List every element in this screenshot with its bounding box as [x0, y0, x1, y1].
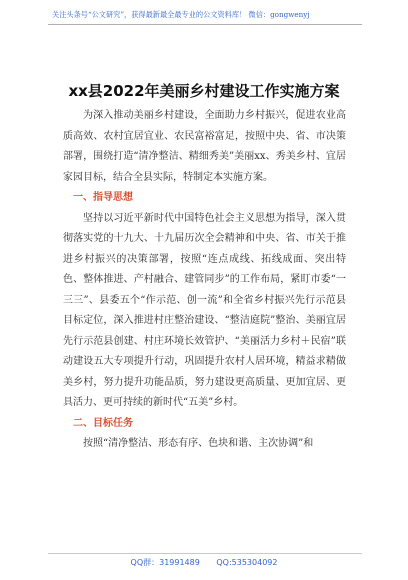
goals-paragraph: 按照“清净整洁、形态有序、色块和谐、主次协调”和 [83, 438, 314, 449]
section-heading-guiding-ideology: 一、指导思想 [73, 192, 133, 203]
header-divider [48, 24, 362, 25]
footer-qq-group: QQ群：31991489 [130, 558, 200, 567]
footer-contact [0, 557, 408, 568]
document-title: xx县2022年美丽乡村建设工作实施方案 [68, 82, 340, 100]
document-body [63, 106, 346, 455]
footer-qq-number: QQ:535304092 [216, 558, 278, 567]
guiding-ideology-paragraph: 坚持以习近平新时代中国特色社会主义思想为指导，深入贯彻落实党的十九大、十九届历次全会精神和中央、省、市关于推进乡村振兴的决策部署，按照“连点成线、拓线成面、突出特色、整体推进、产村融合、建管同步”的工作布局，紧盯市委“一三三”、县委五个“作示范、创一流”和全省乡村振兴先行示范县目标定位，深入推进村庄整治建设、“整洁庭院”整治、美丽宜居先行示范县创建、村庄环境长效管护、“美丽活力乡村＋民宿”联动建设五大专项提升行动，巩固提升农村人居环境，精益求精做美乡村，努力提升功能品质，努力建设更高质量、更加宜居、更具活力、更可持续的新时代“五美”乡村。 [63, 212, 346, 408]
footer-divider [48, 553, 362, 554]
intro-paragraph: 为深入推动美丽乡村建设，全面助力乡村振兴，促进农业高质高效、农村宜居宜业、农民富裕富足，按照中央、省、市决策部署，围绕打造“清净整洁、精细秀美”美丽xx、秀美乡村、宜居家园目标，结合全县实际，特制定本实施方案。 [63, 110, 346, 183]
header-notice: 关注头条号“公文研究”，获得最新最全最专业的公文资料库！ 微信：gongwenyj [52, 10, 310, 19]
section-heading-goals: 二、目标任务 [73, 417, 133, 429]
